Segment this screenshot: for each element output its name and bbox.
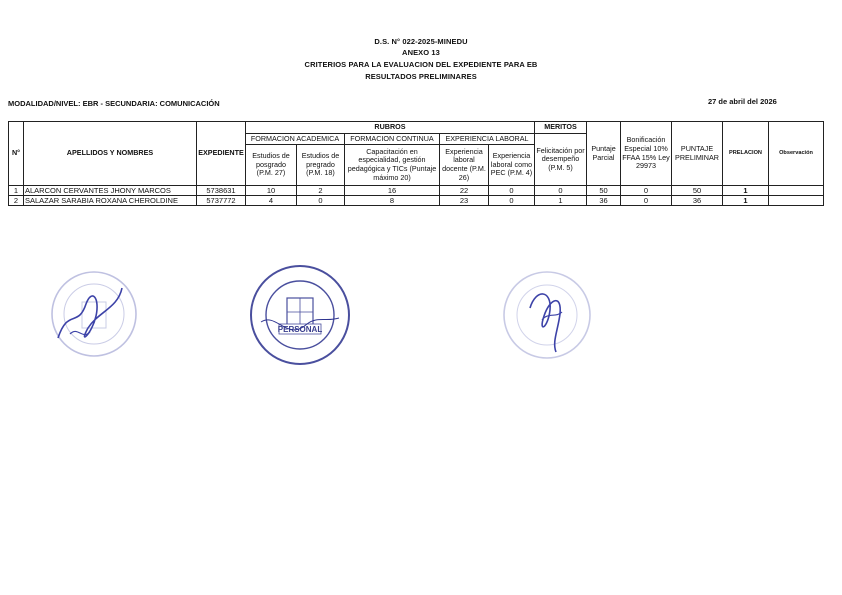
cell-pregrado: 2: [297, 186, 345, 196]
col-capacitacion-header: Capacitación en especialidad, gestión pedagógica y TICs (Puntaje máximo 20): [345, 145, 440, 186]
cell-capacitacion: 16: [345, 186, 440, 196]
col-prelacion-header: PRELACION: [723, 122, 769, 186]
col-preliminar-header: PUNTAJE PRELIMINAR: [672, 122, 723, 186]
cell-pregrado: 0: [297, 196, 345, 206]
cell-file: 5738631: [197, 186, 246, 196]
results-table: [8, 121, 824, 206]
document-date: 27 de abril del 2026: [708, 97, 777, 106]
col-felicitacion-header: Felicitación por desempeño (P.M. 5): [535, 134, 587, 186]
results-title: RESULTADOS PRELIMINARES: [365, 72, 477, 81]
cell-felicitacion: 1: [535, 196, 587, 206]
modality-label: MODALIDAD/NIVEL: EBR - SECUNDARIA: COMUNICACIÓN: [8, 99, 220, 108]
cell-exp-docente: 23: [440, 196, 489, 206]
annex-title: ANEXO 13: [402, 48, 440, 57]
cell-preliminar: 50: [672, 186, 723, 196]
rubros-header: RUBROS: [246, 122, 535, 134]
cell-observacion: [769, 196, 824, 206]
seal-center-icon: [247, 262, 353, 368]
col-bonificacion-header: Bonificación Especial 10% FFAA 15% Ley 29973: [621, 122, 672, 186]
cell-observacion: [769, 186, 824, 196]
cell-preliminar: 36: [672, 196, 723, 206]
col-parcial-header: Puntaje Parcial: [587, 122, 621, 186]
col-posgrado-header: Estudios de posgrado (P.M. 27): [246, 145, 297, 186]
table-row: [9, 196, 824, 206]
col-file-header: EXPEDIENTE: [197, 122, 246, 186]
stamp-center: [247, 262, 353, 373]
cell-file: 5737772: [197, 196, 246, 206]
cell-bonificacion: 0: [621, 196, 672, 206]
cell-no: 2: [9, 196, 24, 206]
cell-exp-docente: 22: [440, 186, 489, 196]
table-row: [9, 186, 824, 196]
cell-posgrado: 4: [246, 196, 297, 206]
grp-continua-header: FORMACION CONTINUA: [345, 134, 440, 145]
svg-text:PERSONAL: PERSONAL: [277, 325, 323, 334]
cell-no: 1: [9, 186, 24, 196]
cell-exp-pec: 0: [489, 186, 535, 196]
cell-bonificacion: 0: [621, 186, 672, 196]
cell-prelacion: 1: [723, 186, 769, 196]
cell-parcial: 36: [587, 196, 621, 206]
col-exp-pec-header: Experiencia laboral como PEC (P.M. 4): [489, 145, 535, 186]
cell-capacitacion: 8: [345, 196, 440, 206]
cell-name: SALAZAR SARABIA ROXANA CHEROLDINE: [24, 196, 197, 206]
criteria-title: CRITERIOS PARA LA EVALUACION DEL EXPEDIENTE PARA EB: [304, 60, 538, 69]
seal-left-icon: [48, 268, 140, 360]
col-pregrado-header: Estudios de pregrado (P.M. 18): [297, 145, 345, 186]
col-no-header: N°: [9, 122, 24, 186]
grp-experiencia-header: EXPERIENCIA LABORAL: [440, 134, 535, 145]
decree-title: D.S. N° 022-2025-MINEDU: [374, 37, 468, 46]
col-exp-docente-header: Experiencia laboral docente (P.M. 26): [440, 145, 489, 186]
stamp-right: [500, 268, 594, 367]
col-name-header: APELLIDOS Y NOMBRES: [24, 122, 197, 186]
grp-academica-header: FORMACION ACADEMICA: [246, 134, 345, 145]
cell-posgrado: 10: [246, 186, 297, 196]
stamp-left: [48, 268, 140, 365]
cell-felicitacion: 0: [535, 186, 587, 196]
cell-exp-pec: 0: [489, 196, 535, 206]
cell-prelacion: 1: [723, 196, 769, 206]
meritos-header: MERITOS: [535, 122, 587, 134]
col-observacion-header: Observación: [769, 122, 824, 186]
seal-right-icon: [500, 268, 594, 362]
cell-parcial: 50: [587, 186, 621, 196]
cell-name: ALARCON CERVANTES JHONY MARCOS: [24, 186, 197, 196]
